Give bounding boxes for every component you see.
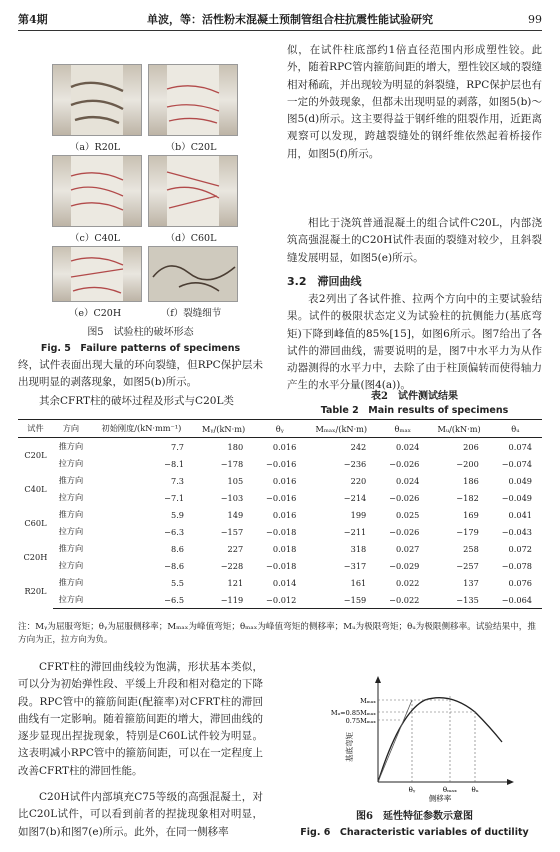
table-row xyxy=(18,523,542,540)
column-header: 方向 xyxy=(53,420,89,438)
value-cell: −214 xyxy=(343,492,367,503)
value-cell: −211 xyxy=(343,526,367,537)
value-cell: 0.027 xyxy=(395,543,420,554)
value-cell: 0.076 xyxy=(508,577,532,588)
table-row xyxy=(18,472,542,489)
value-cell: 137 xyxy=(463,577,479,588)
value-cell: 0.041 xyxy=(508,509,532,520)
value-cell: −228 xyxy=(220,560,244,571)
value-cell: −0.074 xyxy=(501,458,532,469)
value-cell: 199 xyxy=(350,509,367,520)
table-row xyxy=(18,557,542,574)
value-cell: −7.1 xyxy=(164,492,185,503)
value-cell: 0.014 xyxy=(272,577,297,588)
table2-caption-cn: 表2 试件测试结果 xyxy=(371,391,458,402)
value-cell: −8.1 xyxy=(164,458,185,469)
value-cell: −257 xyxy=(456,560,479,571)
table-row xyxy=(18,540,542,557)
left-paragraph-2: 其余CFRT柱的破坏过程及形式与C20L类 xyxy=(39,395,234,407)
value-cell: −317 xyxy=(343,560,367,571)
value-cell: −178 xyxy=(220,458,244,469)
column-header: θₘₐₓ xyxy=(376,420,429,438)
fig5-caption-cn: 图5 试验柱的破坏形态 xyxy=(87,327,194,338)
table-row xyxy=(18,591,542,609)
column-header: Mᵤ/(kN·m) xyxy=(429,420,488,438)
fig6-caption-en: Fig. 6 Characteristic variables of ductility xyxy=(300,827,529,838)
value-cell: 206 xyxy=(463,441,479,452)
table2 xyxy=(18,419,542,609)
column-header: 初始刚度/(kN·mm⁻¹) xyxy=(89,420,194,438)
value-cell: 8.6 xyxy=(171,543,185,554)
direction-cell: 拉方向 xyxy=(58,492,84,502)
value-cell: −179 xyxy=(456,526,479,537)
specimen-cell: R20L xyxy=(24,586,47,597)
value-cell: 0.024 xyxy=(395,475,420,486)
specimen-cell: C40L xyxy=(24,484,47,494)
value-cell: 0.024 xyxy=(395,441,420,452)
tick-thy: θᵧ xyxy=(408,786,416,794)
value-cell: 5.5 xyxy=(171,577,185,588)
value-cell: −0.026 xyxy=(389,526,420,537)
direction-cell: 推方向 xyxy=(58,543,84,553)
fig5b-label: （b）C20L xyxy=(165,142,217,153)
y-axis-arrow xyxy=(375,676,381,683)
photo-c60l xyxy=(148,155,238,227)
fig5c-label: （c）C40L xyxy=(70,233,120,244)
value-cell: 0.049 xyxy=(508,475,532,486)
value-cell: 0.025 xyxy=(395,509,420,520)
value-cell: 149 xyxy=(227,509,244,520)
value-cell: 105 xyxy=(227,475,244,486)
value-cell: 0.016 xyxy=(272,475,297,486)
value-cell: −0.016 xyxy=(266,492,297,503)
value-cell: −0.022 xyxy=(376,591,429,609)
direction-cell: 推方向 xyxy=(58,577,84,587)
value-cell: −6.3 xyxy=(164,526,185,537)
value-cell: 0.016 xyxy=(272,441,297,452)
fig5-caption-en: Fig. 5 Failure patterns of specimens xyxy=(40,343,241,354)
value-cell: −0.078 xyxy=(501,560,532,571)
table-row xyxy=(18,438,542,456)
y-label: 基底弯矩 xyxy=(345,732,354,762)
value-cell: 0.018 xyxy=(272,543,297,554)
table-row xyxy=(18,574,542,591)
value-cell: −200 xyxy=(456,458,479,469)
fig5f-label: （f）裂缝细节 xyxy=(160,308,222,319)
table-row xyxy=(18,455,542,472)
issue-number: 第4期 xyxy=(18,13,48,26)
value-cell: −182 xyxy=(456,492,479,503)
table-note: 注：Mᵧ为屈服弯矩；θᵧ为屈服侧移率；Mₘₐₓ为峰值弯矩；θₘₐₓ为峰值弯矩的侧移率；Mᵤ为极限弯矩；θᵤ为极限侧移率。试验结果中，推方向为正，拉方向为负。 xyxy=(18,622,536,645)
right-paragraph-3: 表2列出了各试件推、拉两个方向中的主要试验结果。试件的极限状态定义为试验柱的抗侧能力(基底弯矩)下降到峰值的85%[15]，如图6所示。图7给出了各试件的滞回曲线，需要说明的是，图7中水平力为从作动器测得的水平力中，去除了由于柱顶偏转而使得轴力产生的水平分量(图4(a))。 xyxy=(287,293,542,392)
value-cell: 186 xyxy=(463,475,479,486)
x-label: 侧移率 xyxy=(428,794,452,802)
skeleton-curve xyxy=(378,698,502,782)
specimen-cell: C20L xyxy=(24,450,47,460)
value-cell: −236 xyxy=(343,458,367,469)
value-cell: 258 xyxy=(463,543,479,554)
value-cell: 5.9 xyxy=(171,509,185,520)
table-row xyxy=(18,506,542,523)
fig5a-label: （a）R20L xyxy=(69,142,121,153)
photo-r20l xyxy=(52,64,142,136)
value-cell: 169 xyxy=(463,509,479,520)
value-cell: −103 xyxy=(220,492,244,503)
value-cell: −135 xyxy=(429,591,488,609)
photo-c20l xyxy=(148,64,238,136)
column-header: 试件 xyxy=(18,420,53,438)
specimen-cell: C60L xyxy=(24,518,47,528)
tick-075: 0.75Mₘₐₓ xyxy=(345,717,376,725)
value-cell: −8.6 xyxy=(164,560,185,571)
right-paragraph-1: 似，在试件柱底部约1倍直径范围内形成塑性铰。此外，随着RPC管内箍筋间距的增大，塑性铰区域的裂缝相对稀疏，并出现较为明显的斜裂缝，RPC保护层也有一定的外鼓现象，但都未出现明显的剥落，如图5(b)～图5(d)所示。这主要得益于钢纤维的阻裂作用，近距离观察可以发现，跨越裂缝处的钢纤维依然起着桥接作用，如图5(f)所示。 xyxy=(287,44,542,160)
direction-cell: 拉方向 xyxy=(53,591,89,609)
value-cell: −0.012 xyxy=(253,591,306,609)
value-cell: −6.5 xyxy=(89,591,194,609)
value-cell: 227 xyxy=(227,543,244,554)
value-cell: 0.072 xyxy=(508,543,532,554)
photo-crack-detail xyxy=(148,246,238,302)
tick-mu: Mᵤ=0.85Mₘₐₓ xyxy=(330,709,376,717)
value-cell: −159 xyxy=(306,591,376,609)
value-cell: −0.018 xyxy=(266,526,297,537)
value-cell: 161 xyxy=(350,577,367,588)
value-cell: −157 xyxy=(220,526,244,537)
tick-thu: θᵤ xyxy=(471,786,479,794)
value-cell: 180 xyxy=(227,441,244,452)
value-cell: 318 xyxy=(350,543,367,554)
value-cell: 220 xyxy=(350,475,367,486)
value-cell: −0.018 xyxy=(266,560,297,571)
column-header: θᵧ xyxy=(253,420,306,438)
photo-c40l xyxy=(52,155,142,227)
column-header: Mₘₐₓ/(kN·m) xyxy=(306,420,376,438)
value-cell: 121 xyxy=(227,577,244,588)
figure6-diagram xyxy=(330,672,520,802)
direction-cell: 推方向 xyxy=(58,509,84,519)
left-paragraph-1: 终，试件表面出现大量的环向裂缝，但RPC保护层未出现明显的剥落现象，如图5(b)所示。 xyxy=(18,359,263,389)
value-cell: −119 xyxy=(194,591,253,609)
value-cell: 0.074 xyxy=(508,441,532,452)
photo-c20h xyxy=(52,246,142,302)
direction-cell: 拉方向 xyxy=(58,458,84,468)
tick-thmax: θₘₐₓ xyxy=(442,786,458,794)
specimen-cell: C20H xyxy=(23,552,48,562)
table-row xyxy=(18,489,542,506)
table2-caption-en: Table 2 Main results of specimens xyxy=(320,405,509,416)
bottom-paragraph-1: CFRT柱的滞回曲线较为饱满，形状基本类似，可以分为初始弹性段、平缓上升段和相对稳定的下降段。RPC管中的箍筋间距(配箍率)对CFRT柱的滞回曲线有一定影响。随着箍筋间距的增大，滞回曲线的逐步显现出捏拢现象，特别是C60L试件较为明显。这表明减小RPC管中的箍筋间距，可以在一定程度上改善CFRT柱的滞回性能。 xyxy=(18,661,263,777)
running-title: 单波，等：活性粉末混凝土预制管组合柱抗震性能试验研究 xyxy=(147,13,433,26)
fig5d-label: （d）C60L xyxy=(165,233,217,244)
value-cell: 7.7 xyxy=(171,441,185,452)
value-cell: −0.064 xyxy=(489,591,542,609)
value-cell: −0.016 xyxy=(266,458,297,469)
column-header: θᵤ xyxy=(489,420,542,438)
value-cell: 0.022 xyxy=(395,577,420,588)
column-header: Mᵧ/(kN·m) xyxy=(194,420,253,438)
value-cell: −0.043 xyxy=(501,526,532,537)
value-cell: −0.029 xyxy=(389,560,420,571)
page-header xyxy=(18,8,542,31)
value-cell: 0.016 xyxy=(272,509,297,520)
direction-cell: 拉方向 xyxy=(58,526,84,536)
fig6-caption-cn: 图6 延性特征参数示意图 xyxy=(356,811,473,822)
direction-cell: 推方向 xyxy=(58,441,84,451)
direction-cell: 拉方向 xyxy=(58,560,84,570)
value-cell: −0.026 xyxy=(389,492,420,503)
x-axis-arrow xyxy=(507,779,514,785)
fig5e-label: （e）C20H xyxy=(68,308,122,319)
page-number: 99 xyxy=(528,12,542,26)
value-cell: 242 xyxy=(350,441,367,452)
value-cell: −0.049 xyxy=(501,492,532,503)
right-paragraph-2: 相比于浇筑普通混凝土的组合试件C20L，内部浇筑高强混凝土的C20H试件表面的裂缝对较少，且斜裂缝发展明显，如图5(e)所示。 xyxy=(287,217,542,264)
section-heading: 3.2 滞回曲线 xyxy=(287,275,362,288)
results-table xyxy=(18,419,542,609)
bottom-paragraph-2: C20H试件内部填充C75等级的高强混凝土，对比C20L试件，可以看到前者的捏拢现象相对明显，如图7(b)和图7(e)所示。此外，在同一侧移率 xyxy=(18,791,263,838)
tick-mmax: Mₘₐₓ xyxy=(360,697,376,705)
value-cell: −0.026 xyxy=(389,458,420,469)
direction-cell: 推方向 xyxy=(58,475,84,485)
table-header-row xyxy=(18,420,542,438)
value-cell: 7.3 xyxy=(171,475,185,486)
